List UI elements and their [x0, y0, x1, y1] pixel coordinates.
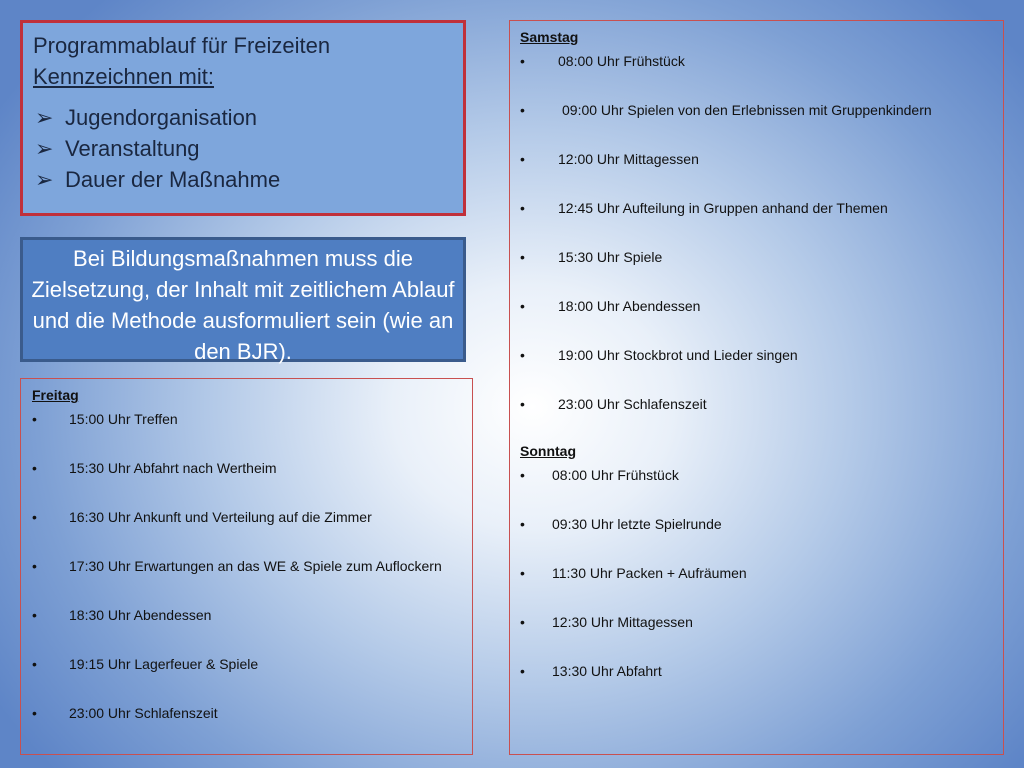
bullet-icon: • [520, 516, 525, 532]
intro-subtitle: Kennzeichnen mit: [33, 64, 214, 89]
list-item: • 23:00 Uhr Schlafenszeit [520, 396, 707, 412]
list-item: • 15:30 Uhr Abfahrt nach Wertheim [32, 460, 277, 476]
bullet-icon: • [520, 565, 525, 581]
list-item: • 15:30 Uhr Spiele [520, 249, 663, 265]
arrow-bullet-icon: ➢ [35, 105, 54, 130]
list-item: • 12:45 Uhr Aufteilung in Gruppen anhand der Themen [520, 200, 888, 216]
friday-title: Freitag [32, 387, 79, 403]
bullet-icon: • [32, 460, 37, 476]
list-item: • 19:00 Uhr Stockbrot und Lieder singen [520, 347, 798, 363]
list-item: • 09:00 Uhr Spielen von den Erlebnissen mit Gruppenkindern [520, 102, 932, 118]
bullet-icon: • [520, 298, 525, 314]
note-box [20, 237, 466, 362]
sunday-list [520, 466, 1003, 681]
list-item: • 19:15 Uhr Lagerfeuer & Spiele [32, 656, 259, 672]
list-item: • 13:30 Uhr Abfahrt [520, 663, 662, 679]
friday-schedule [20, 378, 473, 755]
bullet-icon: • [32, 656, 37, 672]
bullet-icon: • [520, 102, 525, 118]
sunday-title: Sonntag [520, 443, 576, 459]
bullet-icon: • [520, 347, 525, 363]
list-item: • 16:30 Uhr Ankunft und Verteilung auf die Zimmer [32, 509, 372, 525]
intro-box [20, 20, 466, 216]
intro-title: Programmablauf für Freizeiten [33, 33, 331, 58]
note-text: Bei Bildungsmaßnahmen muss die Zielsetzung, der Inhalt mit zeitlichem Ablauf und die Methode ausformuliert sein (wie an den BJR). [31, 246, 455, 364]
list-item: • 18:00 Uhr Abendessen [520, 298, 701, 314]
list-item: • 08:00 Uhr Frühstück [520, 53, 685, 69]
intro-list [33, 102, 463, 195]
list-item: • 23:00 Uhr Schlafenszeit [32, 705, 218, 721]
list-item: • 08:00 Uhr Frühstück [520, 467, 679, 483]
list-item: • 17:30 Uhr Erwartungen an das WE & Spiele zum Auflockern [32, 558, 442, 574]
arrow-bullet-icon: ➢ [35, 167, 54, 192]
bullet-icon: • [520, 614, 525, 630]
bullet-icon: • [520, 467, 525, 483]
bullet-icon: • [520, 249, 525, 265]
bullet-icon: • [32, 509, 37, 525]
list-item: • 12:00 Uhr Mittagessen [520, 151, 699, 167]
list-item: • 15:00 Uhr Treffen [32, 411, 178, 427]
bullet-icon: • [520, 396, 525, 412]
bullet-icon: • [32, 558, 37, 574]
bullet-icon: • [520, 53, 525, 69]
list-item: • 12:30 Uhr Mittagessen [520, 614, 693, 630]
bullet-icon: • [32, 705, 37, 721]
bullet-icon: • [32, 607, 37, 623]
bullet-icon: • [520, 151, 525, 167]
weekend-schedule [509, 20, 1004, 755]
intro-list-item: ➢ Jugendorganisation [33, 102, 463, 133]
arrow-bullet-icon: ➢ [35, 136, 54, 161]
bullet-icon: • [520, 663, 525, 679]
friday-list [32, 410, 472, 723]
bullet-icon: • [520, 200, 525, 216]
intro-list-item: ➢ Veranstaltung [33, 133, 463, 164]
list-item: • 11:30 Uhr Packen + Aufräumen [520, 565, 747, 581]
saturday-title: Samstag [520, 29, 579, 45]
intro-list-item: ➢ Dauer der Maßnahme [33, 164, 463, 195]
saturday-list [520, 52, 1003, 414]
list-item: • 09:30 Uhr letzte Spielrunde [520, 516, 722, 532]
list-item: • 18:30 Uhr Abendessen [32, 607, 212, 623]
bullet-icon: • [32, 411, 37, 427]
